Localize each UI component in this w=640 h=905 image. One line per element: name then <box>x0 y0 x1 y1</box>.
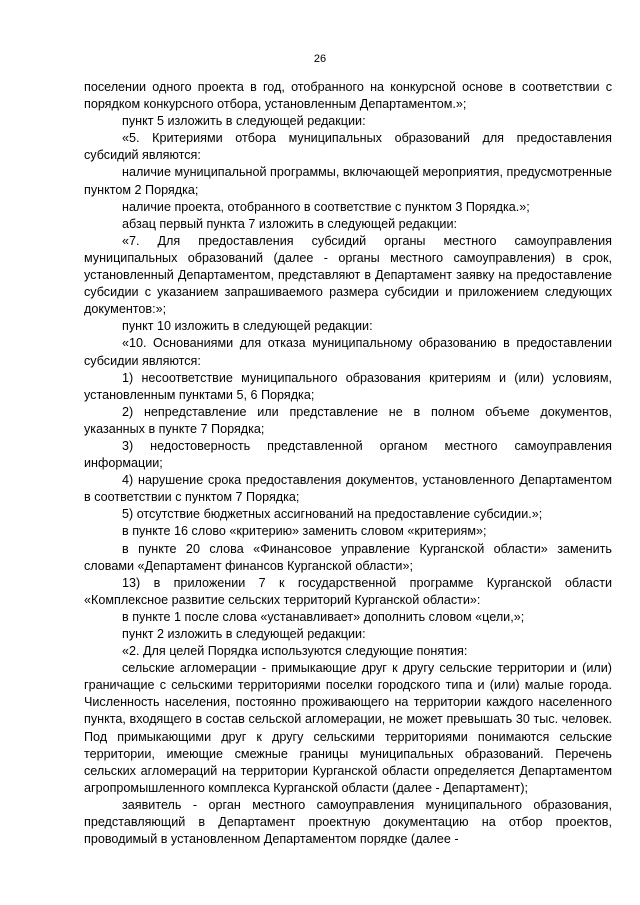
paragraph: «7. Для предоставления субсидий органы местного самоуправления муниципальных образований (далее - органы местного самоуправления) в срок, установленный Департаментом, представляют в Департамент заявку на предоставление субсидии с указанием запрашиваемого размера субсидии и приложением следующих документов:»; <box>84 233 612 317</box>
paragraph: 2) непредставление или представление не в полном объеме документов, указанных в пункте 7 Порядка; <box>84 404 612 436</box>
paragraph: наличие проекта, отобранного в соответствие с пунктом 3 Порядка.»; <box>122 199 530 214</box>
paragraph: 1) несоответствие муниципального образования критериям и (или) условиям, установленным пунктами 5, 6 Порядка; <box>84 370 612 402</box>
paragraph: 5) отсутствие бюджетных ассигнований на предоставление субсидии.»; <box>122 507 543 522</box>
paragraph: «10. Основаниями для отказа муниципальному образованию в предоставлении субсидии являются: <box>84 336 612 368</box>
paragraph: поселении одного проекта в год, отобранного на конкурсной основе в соответствии с порядком конкурсного отбора, установленным Департаментом.»; <box>84 80 612 112</box>
paragraph: заявитель - орган местного самоуправления муниципального образования, представляющий в Департамент проектную документацию на отбор проектов, проводимый в установленном Департаментом порядке (далее - <box>84 797 612 847</box>
paragraph: пункт 5 изложить в следующей редакции: <box>122 114 366 129</box>
paragraph: «5. Критериями отбора муниципальных образований для предоставления субсидий являются: <box>84 131 612 163</box>
paragraph: 13) в приложении 7 к государственной программе Курганской области «Комплексное развитие сельских территорий Курганской области»: <box>84 575 612 607</box>
paragraph: 3) недостоверность представленной органом местного самоуправления информации; <box>84 438 612 471</box>
paragraph: сельские агломерации - примыкающие друг к другу сельские территории и (или) граничащие с сельскими территориями поселки городского типа и (или) малые города. Численность населения, постоянно проживающего на территории каждого населенного пункта, входящего в состав сельской агломерации, не может превышать 30 тыс. человек. Под примыкающими друг к другу сельскими территориями понимаются сельские территории, имеющие смежные границы муниципальных образований. Перечень сельских агломераций на территории Курганской области определяется Департаментом агропромышленного комплекса Курганской области (далее - Департамент); <box>84 661 612 795</box>
paragraph: в пункте 20 слова «Финансовое управление Курганской области» заменить словами «Департамент финансов Курганской области»; <box>84 541 612 573</box>
paragraph: в пункте 16 слово «критерию» заменить словом «критериям»; <box>122 524 487 539</box>
paragraph: наличие муниципальной программы, включающей мероприятия, предусмотренные пунктом 2 Порядка; <box>84 165 612 197</box>
paragraph: в пункте 1 после слова «устанавливает» дополнить словом «цели,»; <box>122 609 525 624</box>
page-number: 26 <box>313 53 327 65</box>
paragraph: 4) нарушение срока предоставления документов, установленного Департаментом в соответствии с пунктом 7 Порядка; <box>84 473 612 505</box>
paragraph: пункт 2 изложить в следующей редакции: <box>122 627 366 641</box>
paragraph: «2. Для целей Порядка используются следующие понятия: <box>122 644 468 659</box>
paragraph: абзац первый пункта 7 изложить в следующей редакции: <box>122 216 457 231</box>
paragraph: пункт 10 изложить в следующей редакции: <box>122 319 373 334</box>
document-body <box>84 79 612 848</box>
